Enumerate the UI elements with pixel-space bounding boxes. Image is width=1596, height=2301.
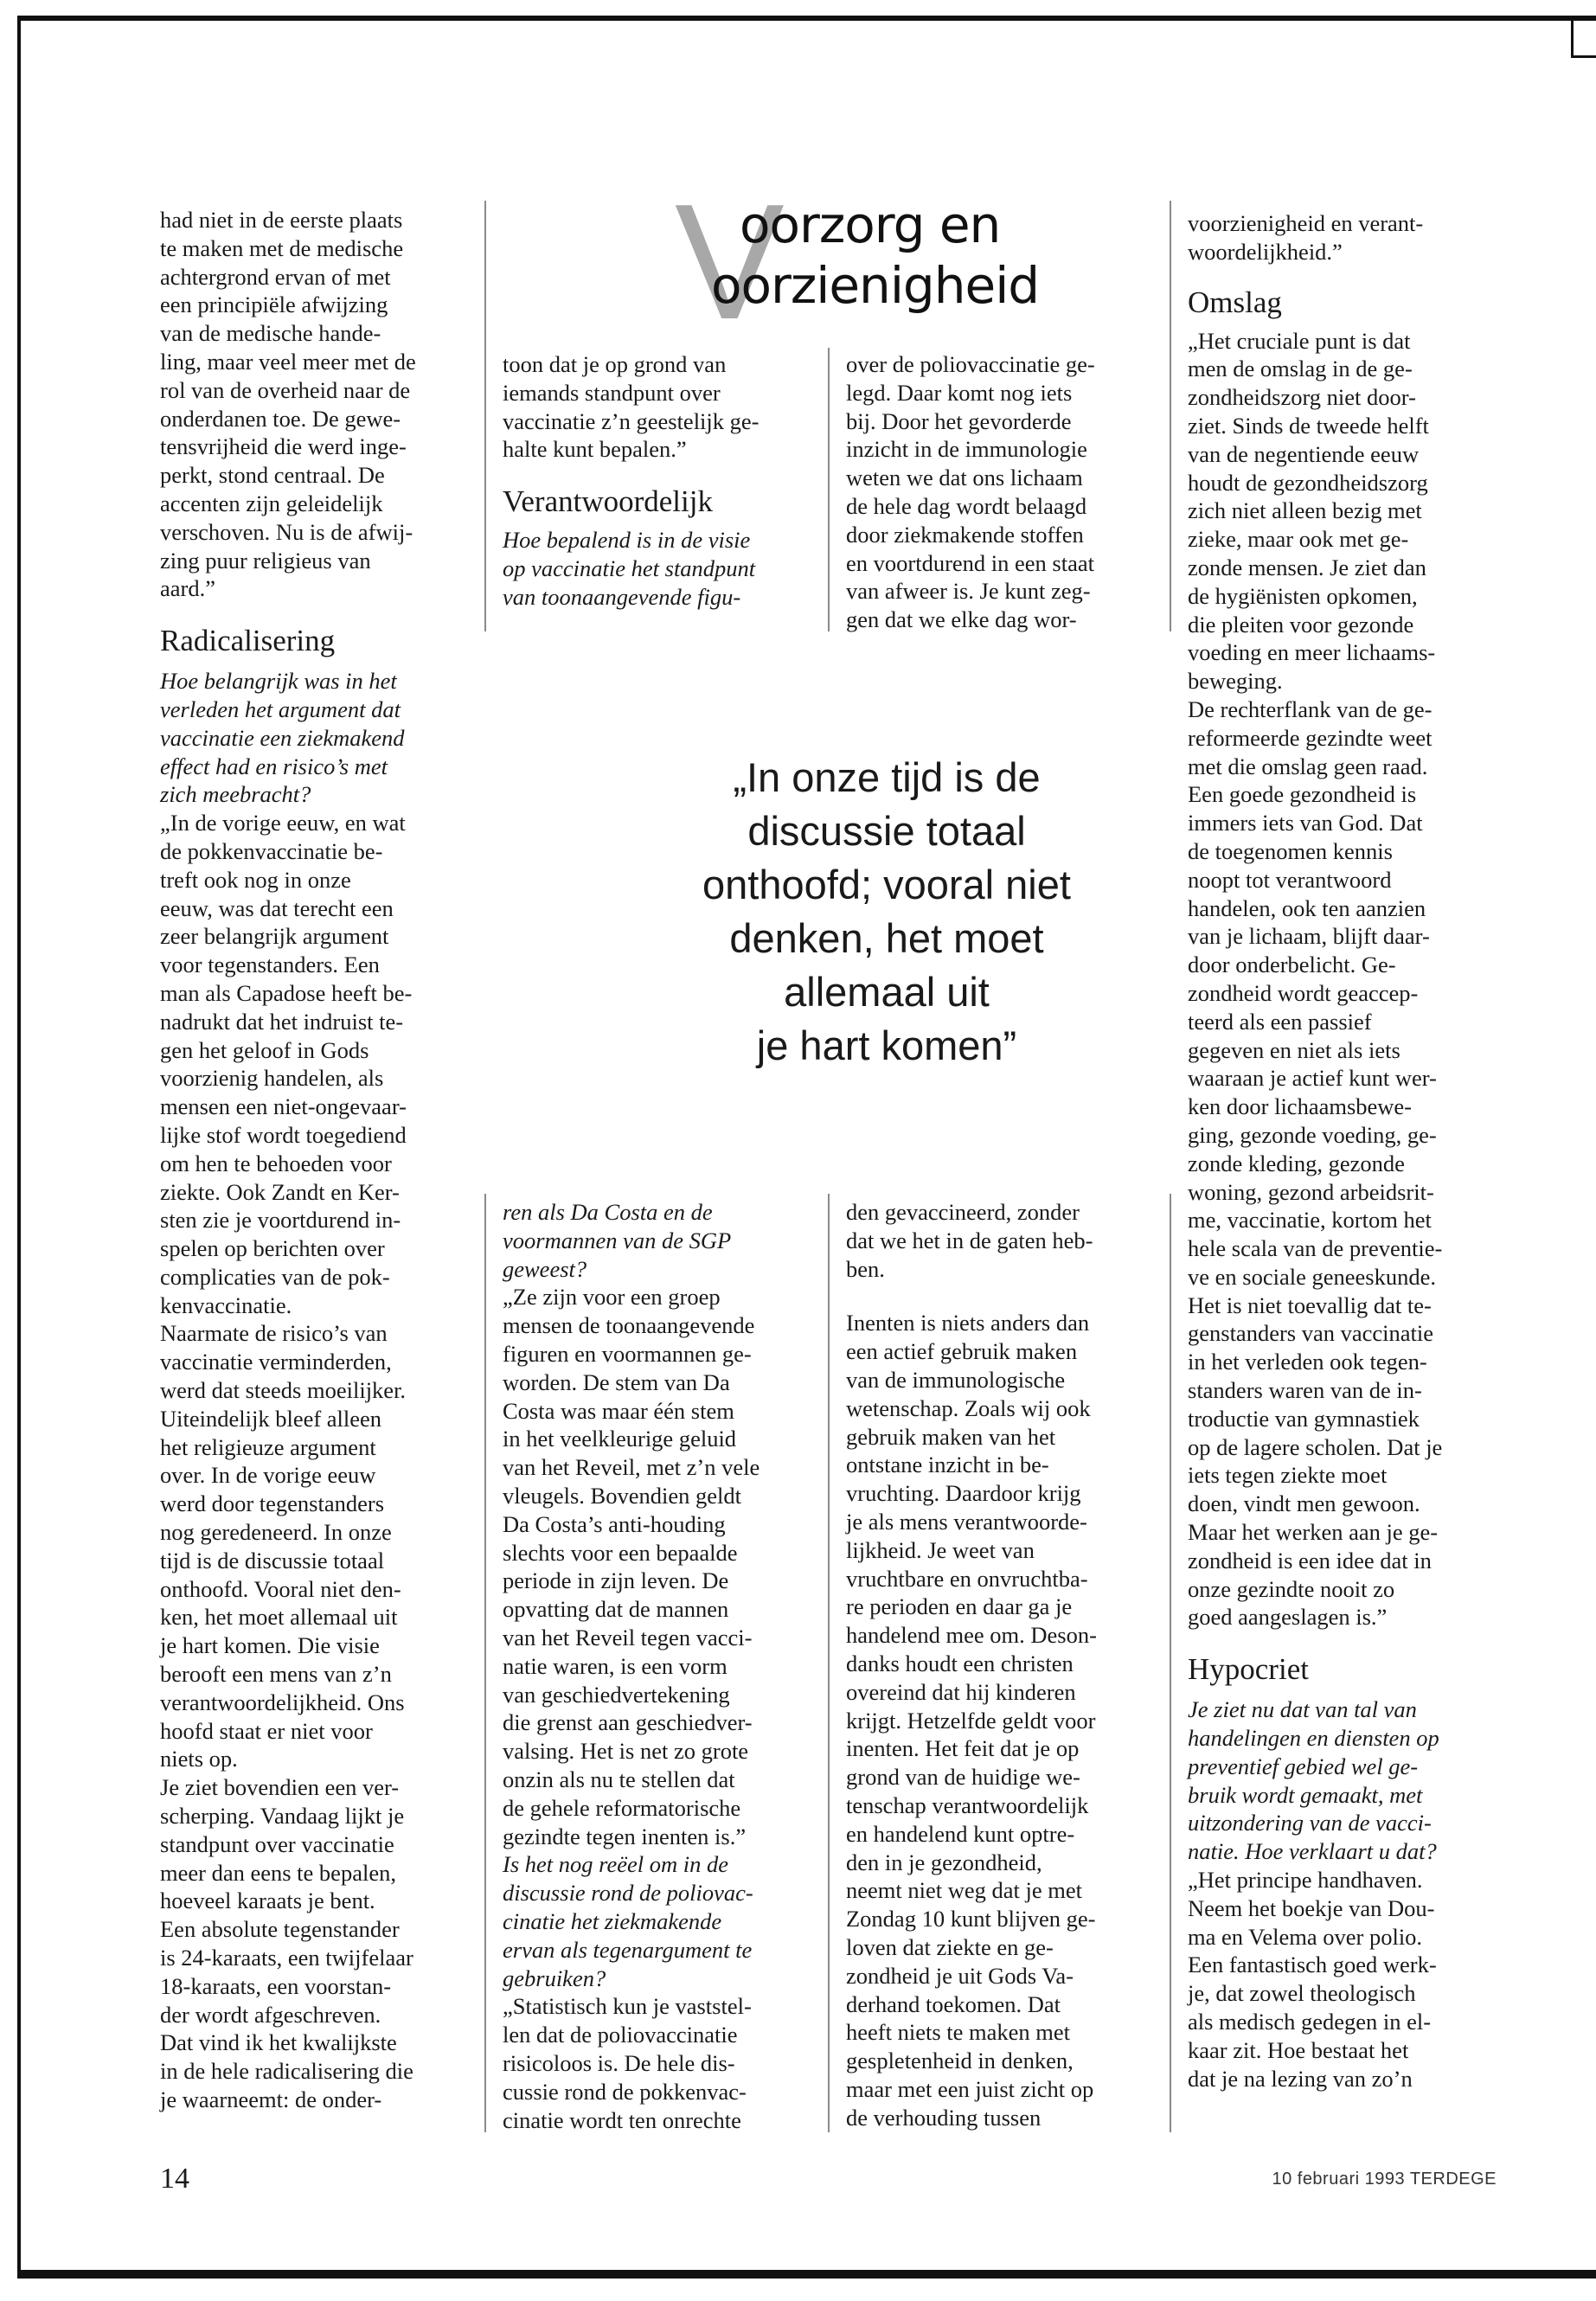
- text-line: inenten. Het feit dat je op: [846, 1735, 1080, 1762]
- text-line: de verhouding tussen: [846, 2104, 1042, 2131]
- column-2-top: [503, 350, 805, 612]
- text-line: de pokkenvaccinatie be-: [160, 837, 383, 864]
- text-line: maar met een juist zicht op: [846, 2075, 1094, 2102]
- text-line: scherping. Vandaag lijkt je: [160, 1803, 405, 1830]
- text-line: werd dat steeds moeilijker.: [160, 1377, 407, 1404]
- page-corner-mark: [1571, 21, 1596, 58]
- page-border-left: [17, 16, 21, 2278]
- text-line: houdt de gezondheidszorg: [1188, 469, 1428, 496]
- text-line: in het veelkleurige geluid: [503, 1426, 737, 1452]
- text-line: hoeveel karaats je bent.: [160, 1888, 375, 1914]
- text-line: werd door tegenstanders: [160, 1490, 385, 1517]
- page-border-top: [17, 16, 1596, 21]
- text-line: vruchtbare en onvruchtba-: [846, 1565, 1088, 1592]
- text-line: zich niet alleen bezig met: [1188, 497, 1422, 524]
- text-line: danks houdt een christen: [846, 1650, 1074, 1676]
- text-line: discussie rond de poliovac-: [503, 1880, 753, 1907]
- text-line: te maken met de medische: [160, 234, 404, 261]
- text-line: en handelend kunt optre-: [846, 1820, 1075, 1847]
- text-line: handelen, ook ten aanzien: [1188, 894, 1426, 921]
- text-line: onthoofd. Vooral niet den-: [160, 1575, 401, 1602]
- text-line: ervan als tegenargument te: [503, 1936, 753, 1963]
- column-rule: [484, 1194, 486, 2132]
- col2-body: [503, 1283, 805, 1850]
- text-line: die pleiten voor gezonde: [1188, 611, 1414, 638]
- col3-body: [846, 1198, 1149, 1283]
- text-line: goed aangeslagen is.”: [1188, 1604, 1388, 1631]
- text-line: had niet in de eerste plaats: [160, 207, 403, 233]
- text-line: gebruik maken van het: [846, 1423, 1056, 1450]
- column-rule: [828, 348, 830, 631]
- text-line: men de omslag in de ge-: [1188, 356, 1413, 382]
- text-line: gezindte tegen inenten is.”: [503, 1823, 747, 1849]
- text-line: zonde kleding, gezonde: [1188, 1150, 1405, 1176]
- text-line: verantwoordelijkheid. Ons: [160, 1689, 405, 1715]
- text-line: me, vaccinatie, kortom het: [1188, 1207, 1432, 1234]
- column-1: [160, 206, 458, 2114]
- pull-quote-line: onthoofd; vooral niet: [702, 862, 1071, 907]
- text-line: Hoe bepalend is in de visie: [503, 527, 751, 554]
- text-line: je, dat zowel theologisch: [1188, 1980, 1416, 2007]
- text-line: ziet. Sinds de tweede helft: [1188, 412, 1429, 439]
- col1-intro: [160, 206, 458, 603]
- pull-quote-line: je hart komen”: [756, 1022, 1017, 1068]
- text-line: Het is niet toevallig dat te-: [1188, 1292, 1432, 1318]
- text-line: accenten zijn geleidelijk: [160, 490, 383, 516]
- text-line: legd. Daar komt nog iets: [846, 379, 1073, 406]
- text-line: ken, het moet allemaal uit: [160, 1604, 398, 1631]
- text-line: de hygiënisten opkomen,: [1188, 582, 1418, 609]
- interview-question: [503, 526, 805, 611]
- text-line: natie waren, is een vorm: [503, 1652, 727, 1679]
- text-line: heeft niets te maken met: [846, 2019, 1071, 2046]
- text-line: dat je na lezing van zo’n: [1188, 2065, 1413, 2092]
- text-line: valsing. Het is net zo grote: [503, 1738, 749, 1765]
- text-line: ontstane inzicht in be-: [846, 1452, 1049, 1478]
- text-line: van het Reveil tegen vacci-: [503, 1624, 753, 1650]
- text-line: in het verleden ook tegen-: [1188, 1349, 1427, 1375]
- text-line: de gehele reformatorische: [503, 1794, 741, 1821]
- column-3-top: [846, 350, 1149, 634]
- section-heading-verantwoordelijk: Verantwoordelijk: [503, 484, 713, 519]
- text-line: krijgt. Hetzelfde geldt voor: [846, 1707, 1096, 1734]
- text-line: Hoe belangrijk was in het: [160, 668, 397, 695]
- text-line: op de lagere scholen. Dat je: [1188, 1433, 1443, 1460]
- text-line: meer dan eens te bepalen,: [160, 1859, 396, 1886]
- text-line: den gevaccineerd, zonder: [846, 1199, 1080, 1225]
- text-line: woning, gezond arbeidsrit-: [1188, 1178, 1434, 1205]
- text-line: bij. Door het gevorderde: [846, 407, 1072, 434]
- text-line: tensvrijheid die werd inge-: [160, 433, 407, 460]
- text-line: Uiteindelijk bleef alleen: [160, 1405, 382, 1432]
- text-line: risicoloos is. De hele dis-: [503, 2049, 735, 2076]
- text-line: gebruiken?: [503, 1965, 606, 1991]
- text-line: aard.”: [160, 575, 215, 602]
- pull-quote-line: „In onze tijd is de: [733, 754, 1041, 800]
- text-line: kaar zit. Hoe bestaat het: [1188, 2036, 1409, 2063]
- text-line: vaccinatie z’n geestelijk ge-: [503, 407, 760, 434]
- column-3-bottom: [846, 1198, 1149, 2132]
- text-line: zondheid wordt geaccep-: [1188, 979, 1419, 1006]
- text-line: Een goede gezondheid is: [1188, 781, 1417, 808]
- article-title: [657, 170, 1040, 354]
- text-line: onzin als nu te stellen dat: [503, 1766, 735, 1792]
- text-line: „Statistisch kun je vaststel-: [503, 1993, 752, 2020]
- text-line: nadrukt dat het indruist te-: [160, 1008, 404, 1035]
- text-line: voeding en meer lichaams-: [1188, 639, 1436, 666]
- text-line: worden. De stem van Da: [503, 1368, 730, 1395]
- text-line: van de negentiende eeuw: [1188, 440, 1420, 467]
- text-line: cinatie het ziekmakende: [503, 1907, 722, 1934]
- text-line: lijke stof wordt toegediend: [160, 1121, 407, 1148]
- text-line: tenschap verantwoordelijk: [846, 1791, 1089, 1818]
- text-line: Neem het boekje van Dou-: [1188, 1894, 1435, 1921]
- text-line: is 24-karaats, een twijfelaar: [160, 1945, 413, 1971]
- text-line: van afweer is. Je kunt zeg-: [846, 578, 1091, 605]
- text-line: Je ziet bovendien een ver-: [160, 1774, 400, 1801]
- column-rule: [828, 1194, 830, 2132]
- text-line: der wordt afgeschreven.: [160, 2001, 381, 2028]
- text-line: van je lichaam, blijft daar-: [1188, 923, 1430, 950]
- text-line: geweest?: [503, 1255, 587, 1282]
- text-line: je waarneemt: de onder-: [160, 2086, 382, 2112]
- section-heading-radicalisering: Radicalisering: [160, 624, 336, 658]
- text-line: het religieuze argument: [160, 1433, 376, 1460]
- text-line: in de hele radicalisering die: [160, 2058, 413, 2085]
- section-heading-hypocriet: Hypocriet: [1188, 1652, 1309, 1687]
- text-line: cinatie wordt ten onrechte: [503, 2106, 741, 2133]
- text-line: 18-karaats, een voorstan-: [160, 1972, 392, 1999]
- text-line: voorzienigheid en verant-: [1188, 210, 1424, 236]
- text-line: woordelijkheid.”: [1188, 238, 1343, 265]
- text-line: Naarmate de risico’s van: [160, 1320, 388, 1347]
- text-line: treft ook nog in onze: [160, 866, 351, 893]
- text-line: den in je gezondheid,: [846, 1849, 1042, 1875]
- text-line: zonde mensen. Je ziet dan: [1188, 554, 1426, 580]
- column-rule: [1170, 201, 1171, 631]
- text-line: handelend mee om. Deson-: [846, 1622, 1097, 1649]
- text-line: hele scala van de preventie-: [1188, 1235, 1443, 1262]
- text-line: waaraan je actief kunt wer-: [1188, 1065, 1437, 1092]
- text-line: over. In de vorige eeuw: [160, 1462, 376, 1489]
- text-line: zing puur religieus van: [160, 547, 371, 574]
- text-line: figuren en voormannen ge-: [503, 1340, 752, 1367]
- text-line: door onderbelicht. Ge-: [1188, 952, 1396, 978]
- interview-question: [503, 1850, 805, 1992]
- col4-body: [1188, 1866, 1490, 2093]
- page-number: 14: [160, 2163, 189, 2195]
- text-line: voormannen van de SGP: [503, 1227, 732, 1253]
- text-line: neemt niet weg dat je met: [846, 1877, 1082, 1904]
- text-line: toon dat je op grond van: [503, 351, 727, 377]
- text-line: tijd is de discussie totaal: [160, 1547, 385, 1574]
- text-line: opvatting dat de mannen: [503, 1596, 729, 1623]
- text-line: reformeerde gezindte weet: [1188, 724, 1433, 751]
- col3-body: [846, 1309, 1149, 2131]
- text-line: weten we dat ons lichaam: [846, 465, 1083, 491]
- text-line: iets tegen ziekte moet: [1188, 1462, 1388, 1489]
- text-line: met die omslag geen raad.: [1188, 753, 1428, 779]
- text-line: preventief gebied wel ge-: [1188, 1753, 1419, 1779]
- text-line: „Het principe handhaven.: [1188, 1867, 1423, 1894]
- text-line: zondheid is een idee dat in: [1188, 1547, 1432, 1574]
- text-line: mensen de toonaangevende: [503, 1312, 755, 1339]
- text-line: door ziekmakende stoffen: [846, 521, 1084, 548]
- text-line: immers iets van God. Dat: [1188, 810, 1423, 836]
- text-line: doen, vindt men gewoon.: [1188, 1490, 1420, 1517]
- text-line: effect had en risico’s met: [160, 753, 388, 779]
- text-line: wetenschap. Zoals wij ook: [846, 1394, 1091, 1421]
- text-line: om hen te behoeden voor: [160, 1150, 392, 1176]
- text-line: handelingen en diensten op: [1188, 1725, 1439, 1752]
- text-line: natie. Hoe verklaart u dat?: [1188, 1838, 1437, 1865]
- column-rule: [484, 201, 486, 348]
- text-line: dat we het in de gaten heb-: [846, 1227, 1093, 1253]
- text-line: rol van de overheid naar de: [160, 376, 411, 403]
- pull-quote-line: denken, het moet: [729, 915, 1044, 961]
- text-line: over de poliovaccinatie ge-: [846, 351, 1095, 377]
- text-line: mensen een niet-ongevaar-: [160, 1093, 407, 1120]
- text-line: Een absolute tegenstander: [160, 1916, 400, 1943]
- pull-quote: [554, 751, 1220, 1073]
- text-line: Costa was maar één stem: [503, 1397, 734, 1424]
- text-line: Zondag 10 kunt blijven ge-: [846, 1906, 1096, 1932]
- text-line: Je ziet nu dat van tal van: [1188, 1696, 1417, 1723]
- text-line: van de immunologische: [846, 1366, 1066, 1393]
- text-line: periode in zijn leven. De: [503, 1567, 729, 1594]
- text-line: loven dat ziekte en ge-: [846, 1933, 1054, 1960]
- text-line: nog geredeneerd. In onze: [160, 1519, 392, 1546]
- col4-body: [1188, 327, 1490, 1632]
- text-line: vaccinatie verminderden,: [160, 1349, 392, 1375]
- text-line: man als Capadose heeft be-: [160, 979, 413, 1006]
- text-line: onderdanen toe. De gewe-: [160, 405, 401, 432]
- text-line: achtergrond ervan of met: [160, 263, 391, 290]
- text-line: derhand toekomen. Dat: [846, 1990, 1061, 2017]
- text-line: ken door lichaamsbewe-: [1188, 1093, 1413, 1120]
- col2-body: [503, 1992, 805, 2134]
- text-line: een actief gebruik maken: [846, 1338, 1078, 1365]
- text-line: Is het nog reëel om in de: [503, 1851, 729, 1878]
- text-line: slechts voor een bepaalde: [503, 1539, 738, 1566]
- text-line: len dat de poliovaccinatie: [503, 2022, 738, 2048]
- interview-question: [160, 667, 458, 809]
- text-line: ma en Velema over polio.: [1188, 1923, 1423, 1950]
- text-line: ve en sociale geneeskunde.: [1188, 1263, 1436, 1290]
- text-line: re perioden en daar ga je: [846, 1593, 1073, 1620]
- text-line: overeind dat hij kinderen: [846, 1678, 1076, 1705]
- text-line: op vaccinatie het standpunt: [503, 554, 756, 581]
- text-line: standpunt over vaccinatie: [160, 1830, 394, 1857]
- col2-top-body: [503, 350, 805, 464]
- publication-footer: 10 februari 1993 TERDEGE: [1272, 2170, 1497, 2189]
- text-line: gen dat we elke dag wor-: [846, 606, 1077, 633]
- text-line: inzicht in de immunologie: [846, 436, 1087, 463]
- text-line: perkt, stond centraal. De: [160, 462, 385, 489]
- text-line: Maar het werken aan je ge-: [1188, 1519, 1439, 1546]
- text-line: ziekte. Ook Zandt en Ker-: [160, 1178, 400, 1205]
- text-line: kenvaccinatie.: [160, 1292, 292, 1318]
- section-heading-omslag: Omslag: [1188, 285, 1282, 319]
- text-line: bruik wordt gemaakt, met: [1188, 1781, 1423, 1808]
- text-line: ben.: [846, 1255, 885, 1282]
- text-line: berooft een mens van z’n: [160, 1661, 392, 1688]
- interview-question: [1188, 1695, 1490, 1866]
- text-line: grond van de huidige we-: [846, 1764, 1080, 1791]
- text-line: zieke, maar ook met ge-: [1188, 526, 1409, 553]
- column-2-bottom: [503, 1198, 805, 2134]
- text-line: gespletenheid in denken,: [846, 2048, 1074, 2074]
- text-line: zondheidszorg niet door-: [1188, 384, 1416, 411]
- text-line: vruchting. Daardoor krijg: [846, 1480, 1081, 1507]
- text-line: de hele dag wordt belaagd: [846, 492, 1087, 519]
- text-line: teerd als een passief: [1188, 1008, 1372, 1035]
- text-line: Een fantastisch goed werk-: [1188, 1952, 1437, 1978]
- col4-intro: [1188, 209, 1490, 266]
- text-line: beweging.: [1188, 668, 1283, 695]
- pull-quote-line: discussie totaal: [747, 808, 1026, 854]
- text-line: genstanders van vaccinatie: [1188, 1320, 1434, 1347]
- column-rule: [484, 348, 486, 631]
- text-line: verschoven. Nu is de afwij-: [160, 518, 413, 545]
- text-line: uitzondering van de vacci-: [1188, 1810, 1432, 1836]
- text-line: vaccinatie een ziekmakend: [160, 724, 405, 751]
- col1-body: [160, 809, 458, 2114]
- text-line: lijkheid. Je weet van: [846, 1536, 1035, 1563]
- text-line: ging, gezonde voeding, ge-: [1188, 1121, 1437, 1148]
- text-line: voor tegenstanders. Een: [160, 952, 380, 978]
- text-line: je als mens verantwoorde-: [846, 1508, 1087, 1535]
- text-line: vleugels. Bovendien geldt: [503, 1482, 741, 1509]
- text-line: ren als Da Costa en de: [503, 1199, 713, 1225]
- text-line: noopt tot verantwoord: [1188, 866, 1392, 893]
- text-line: die grenst aan geschiedver-: [503, 1709, 753, 1736]
- text-line: en voortdurend in een staat: [846, 549, 1094, 576]
- text-line: eeuw, was dat terecht een: [160, 894, 394, 921]
- text-line: De rechterflank van de ge-: [1188, 695, 1433, 722]
- text-line: zeer belangrijk argument: [160, 923, 389, 950]
- text-line: niets op.: [160, 1746, 238, 1772]
- text-line: sten zie je voortdurend in-: [160, 1207, 401, 1234]
- text-line: hoofd staat er niet voor: [160, 1717, 373, 1744]
- page-border-bottom: [17, 2270, 1596, 2279]
- text-line: Inenten is niets anders dan: [846, 1310, 1090, 1336]
- text-line: zondheid je uit Gods Va-: [846, 1962, 1074, 1989]
- text-line: van toonaangevende figu-: [503, 583, 741, 610]
- text-line: zich meebracht?: [160, 781, 311, 808]
- text-line: gen het geloof in Gods: [160, 1036, 369, 1063]
- text-line: de toegenomen kennis: [1188, 837, 1393, 864]
- text-line: van de medische hande-: [160, 320, 381, 347]
- text-line: van het Reveil, met z’n vele: [503, 1454, 760, 1481]
- text-line: „Het cruciale punt is dat: [1188, 327, 1411, 354]
- text-line: Dat vind ik het kwalijkste: [160, 2029, 397, 2056]
- column-4: [1188, 209, 1490, 2093]
- text-line: een principiële afwijzing: [160, 292, 388, 318]
- text-line: Da Costa’s anti-houding: [503, 1510, 726, 1537]
- title-line-2: oorzienigheid: [711, 256, 1040, 315]
- text-line: verleden het argument dat: [160, 695, 401, 722]
- text-line: troductie van gymnastiek: [1188, 1405, 1420, 1432]
- text-line: standers waren van de in-: [1188, 1377, 1422, 1404]
- text-line: onze gezindte nooit zo: [1188, 1575, 1395, 1602]
- title-drop-letter: V: [675, 170, 785, 354]
- text-line: als medisch gedegen in el-: [1188, 2009, 1432, 2035]
- text-line: ling, maar veel meer met de: [160, 348, 416, 375]
- text-line: spelen op berichten over: [160, 1235, 385, 1262]
- text-line: „Ze zijn voor een groep: [503, 1284, 721, 1311]
- interview-question: [503, 1198, 805, 1283]
- text-line: „In de vorige eeuw, en wat: [160, 810, 406, 836]
- title-line-1: oorzorg en: [740, 195, 1001, 254]
- text-line: voorzienig handelen, als: [160, 1065, 384, 1092]
- text-line: cussie rond de pokkenvac-: [503, 2078, 747, 2105]
- text-line: iemands standpunt over: [503, 379, 721, 406]
- column-rule: [1170, 1194, 1171, 2132]
- pull-quote-line: allemaal uit: [784, 969, 990, 1015]
- text-line: je hart komen. Die visie: [160, 1632, 380, 1659]
- text-line: halte kunt bepalen.”: [503, 436, 687, 463]
- text-line: gegeven en niet als iets: [1188, 1036, 1401, 1063]
- text-line: complicaties van de pok-: [160, 1263, 390, 1290]
- text-line: van geschiedvertekening: [503, 1681, 730, 1708]
